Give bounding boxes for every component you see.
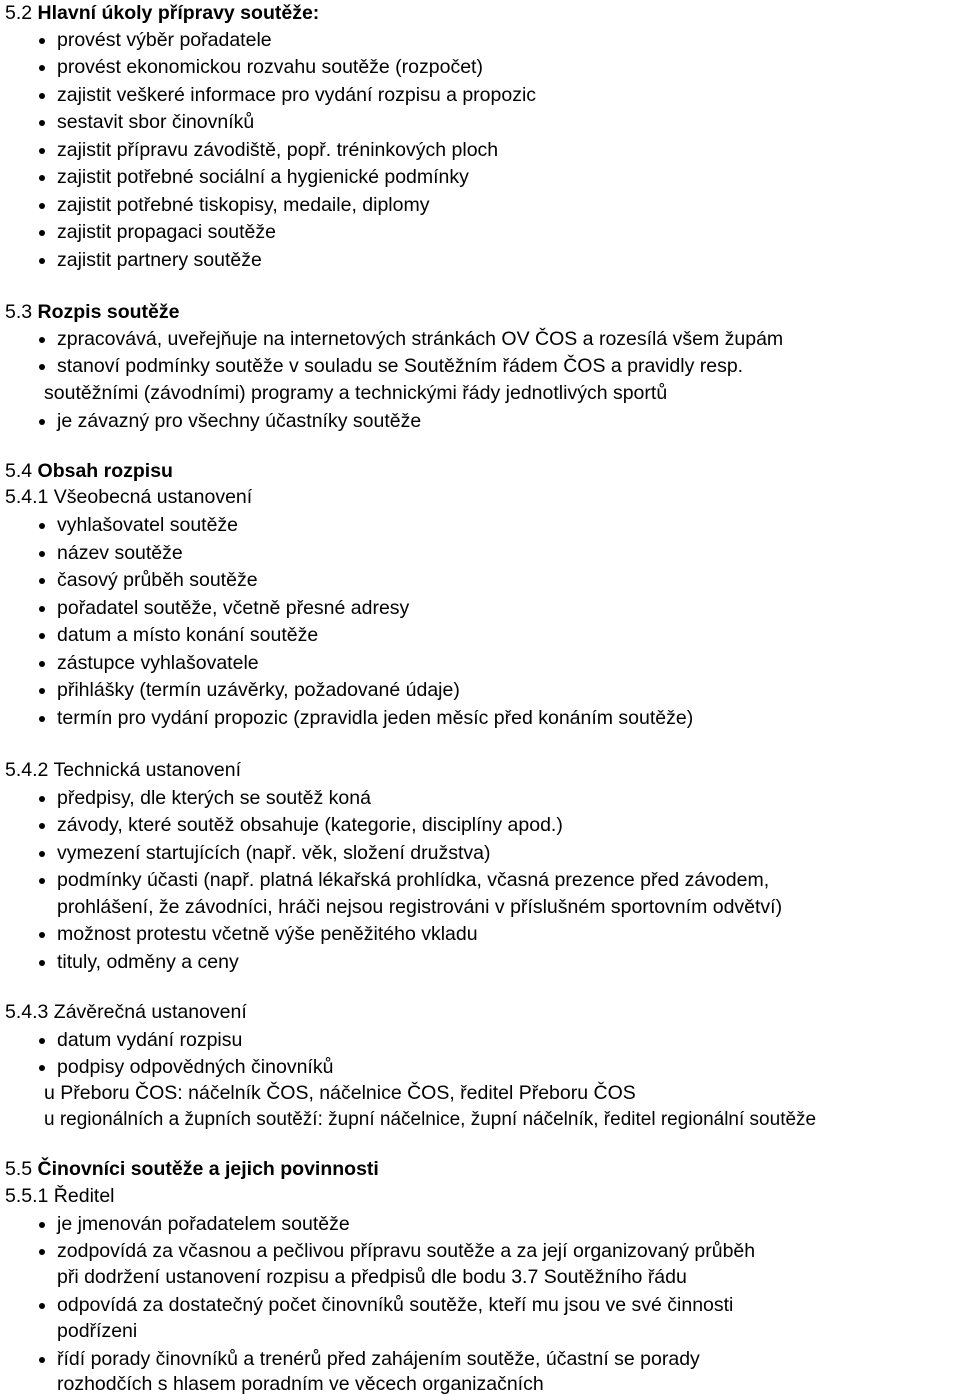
section-number: 5.4.1 [5, 486, 49, 508]
section-heading-5-5 [5, 1160, 379, 1180]
bullet-icon [39, 606, 45, 612]
list-item: podmínky účasti (např. platná lékařská prohlídka, včasná prezence před závodem, [57, 869, 770, 891]
list-item: datum vydání rozpisu [57, 1029, 243, 1051]
list-item: vyhlašovatel soutěže [57, 514, 239, 536]
section-title: Závěrečná ustanovení [53, 1001, 247, 1023]
list-item: vymezení startujících (např. věk, složení družstva) [57, 842, 491, 864]
bullet-icon [39, 1357, 45, 1363]
list-item: odpovídá za dostatečný počet činovníků soutěže, kteří mu jsou ve své činnosti [57, 1294, 734, 1316]
list-item: název soutěže [57, 542, 183, 564]
list-item: přihlášky (termín uzávěrky, požadované údaje) [57, 679, 460, 701]
list-item: podpisy odpovědných činovníků [57, 1056, 334, 1078]
list-item: řídí porady činovníků a trenérů před zahájením soutěže, účastní se porady [57, 1348, 700, 1370]
subsection-heading-5-5-1 [5, 1187, 115, 1207]
section-title: Hlavní úkoly přípravy soutěže: [37, 2, 320, 24]
list-item: časový průběh soutěže [57, 569, 258, 591]
list-item: zajistit přípravu závodiště, popř. tréninkových ploch [57, 139, 499, 161]
bullet-icon [39, 960, 45, 966]
bullet-icon [39, 1038, 45, 1044]
list-item: zajistit veškeré informace pro vydání rozpisu a propozic [57, 84, 537, 106]
section-number: 5.4 [5, 460, 33, 482]
section-heading-5-3 [5, 303, 179, 323]
list-item: možnost protestu včetně výše peněžitého vkladu [57, 923, 478, 945]
list-item: zajistit propagaci soutěže [57, 221, 276, 243]
subsection-heading-5-4-3 [5, 1003, 247, 1023]
section-title: Činovníci soutěže a jejich povinnosti [37, 1158, 379, 1180]
bullet-icon [39, 523, 45, 529]
section-number: 5.2 [5, 2, 33, 24]
bullet-icon [39, 337, 45, 343]
list-item: tituly, odměny a ceny [57, 951, 239, 973]
section-number: 5.5 [5, 1158, 33, 1180]
bullet-icon [39, 93, 45, 99]
list-item-continuation: podřízeni [57, 1320, 138, 1342]
section-number: 5.4.2 [5, 759, 49, 781]
list-item: závody, které soutěž obsahuje (kategorie, disciplíny apod.) [57, 814, 563, 836]
subsection-heading-5-4-2 [5, 761, 241, 781]
section-title: Ředitel [53, 1185, 115, 1207]
list-item-continuation: při dodržení ustanovení rozpisu a předpisů dle bodu 3.7 Soutěžního řádu [57, 1266, 687, 1288]
bullet-icon [39, 851, 45, 857]
bullet-icon [39, 716, 45, 722]
list-item-continuation: u regionálních a župních soutěží: župní náčelnice, župní náčelník, ředitel regionální soutěže [44, 1109, 817, 1130]
bullet-icon [39, 878, 45, 884]
bullet-icon [39, 1065, 45, 1071]
list-item: termín pro vydání propozic (zpravidla jeden měsíc před konáním soutěže) [57, 707, 694, 729]
bullet-icon [39, 65, 45, 71]
bullet-icon [39, 364, 45, 370]
bullet-icon [39, 230, 45, 236]
bullet-icon [39, 120, 45, 126]
bullet-icon [39, 688, 45, 694]
list-item-continuation: rozhodčích s hlasem poradním ve věcech organizačních [57, 1373, 544, 1395]
list-item: zpracovává, uveřejňuje na internetových stránkách OV ČOS a rozesílá všem župám [57, 328, 784, 350]
section-number: 5.3 [5, 301, 33, 323]
bullet-icon [39, 551, 45, 557]
bullet-icon [39, 1222, 45, 1228]
section-number: 5.5.1 [5, 1185, 49, 1207]
list-item: provést výběr pořadatele [57, 29, 272, 51]
list-item: zajistit partnery soutěže [57, 249, 262, 271]
section-title: Obsah rozpisu [37, 460, 173, 482]
list-item: pořadatel soutěže, včetně přesné adresy [57, 597, 410, 619]
section-title: Rozpis soutěže [37, 301, 180, 323]
list-item-continuation: prohlášení, že závodníci, hráči nejsou registrováni v příslušném sportovním odvětví) [57, 896, 783, 918]
bullet-icon [39, 148, 45, 154]
list-item: zajistit potřebné tiskopisy, medaile, diplomy [57, 194, 430, 216]
bullet-icon [39, 175, 45, 181]
list-item: zástupce vyhlašovatele [57, 652, 259, 674]
section-heading-5-4 [5, 462, 173, 482]
bullet-icon [39, 38, 45, 44]
bullet-icon [39, 823, 45, 829]
bullet-icon [39, 796, 45, 802]
list-item: je závazný pro všechny účastníky soutěže [57, 410, 422, 432]
subsection-heading-5-4-1 [5, 488, 252, 508]
list-item-continuation: u Přeboru ČOS: náčelník ČOS, náčelnice ČOS, ředitel Přeboru ČOS [44, 1082, 636, 1104]
bullet-icon [39, 932, 45, 938]
section-number: 5.4.3 [5, 1001, 49, 1023]
bullet-icon [39, 578, 45, 584]
list-item: zajistit potřebné sociální a hygienické podmínky [57, 166, 469, 188]
list-item: datum a místo konání soutěže [57, 624, 319, 646]
list-item: provést ekonomickou rozvahu soutěže (rozpočet) [57, 56, 483, 78]
bullet-icon [39, 661, 45, 667]
bullet-icon [39, 1249, 45, 1255]
section-title: Všeobecná ustanovení [53, 486, 253, 508]
bullet-icon [39, 1303, 45, 1309]
bullet-icon [39, 203, 45, 209]
section-heading-5-2 [5, 4, 319, 24]
list-item: sestavit sbor činovníků [57, 111, 255, 133]
list-item: předpisy, dle kterých se soutěž koná [57, 787, 371, 809]
bullet-icon [39, 419, 45, 425]
bullet-icon [39, 258, 45, 264]
list-item-continuation: soutěžními (závodními) programy a technickými řády jednotlivých sportů [44, 382, 668, 404]
list-item: je jmenován pořadatelem soutěže [57, 1213, 350, 1235]
list-item: stanoví podmínky soutěže v souladu se Soutěžním řádem ČOS a pravidly resp. [57, 355, 744, 377]
list-item: zodpovídá za včasnou a pečlivou přípravu soutěže a za její organizovaný průběh [57, 1240, 756, 1262]
section-title: Technická ustanovení [53, 759, 241, 781]
bullet-icon [39, 633, 45, 639]
